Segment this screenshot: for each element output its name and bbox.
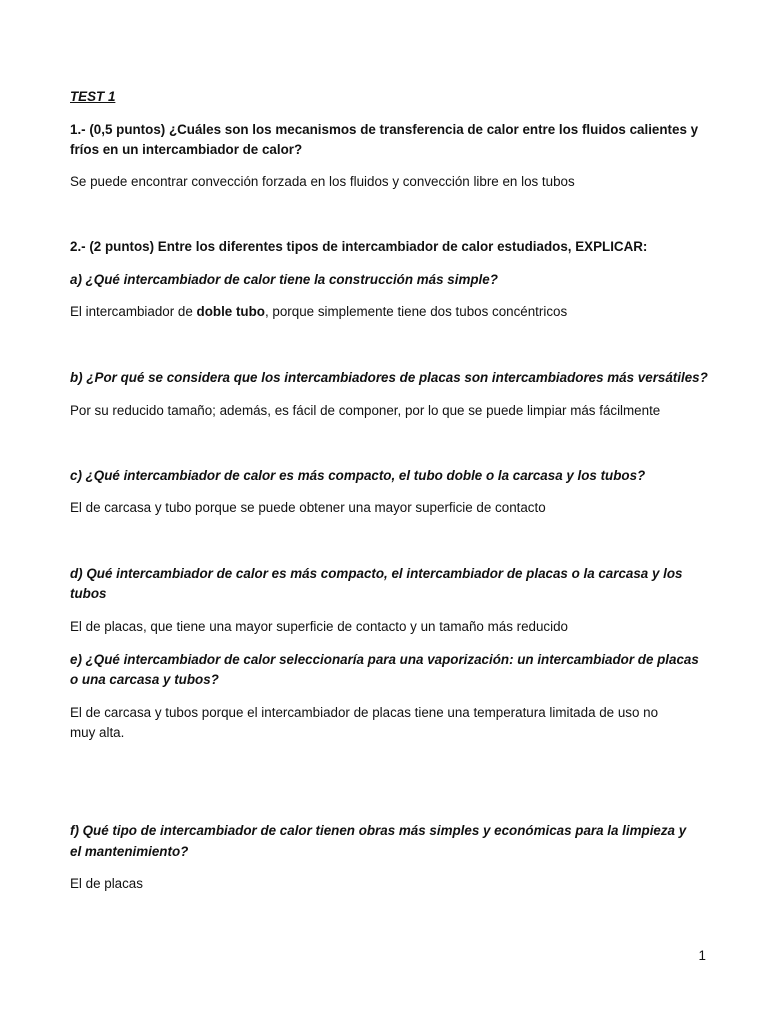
question-2e-answer-line-1: El de carcasa y tubos porque el intercambiador de placas tiene una temperatura limitada de uso no [70,705,659,720]
question-2a-text: a) ¿Qué intercambiador de calor tiene la construcción más simple? [70,272,498,287]
question-2a-answer-emphasis: doble tubo [196,304,265,319]
question-2d-text-line-2: tubos [70,586,107,601]
document-title: TEST 1 [70,89,116,104]
question-2b-text: b) ¿Por qué se considera que los intercambiadores de placas son intercambiadores más versátiles? [70,370,708,385]
question-1-text-line-1: 1.- (0,5 puntos) ¿Cuáles son los mecanismos de transferencia de calor entre los fluidos calientes y [70,122,699,137]
question-2c-answer: El de carcasa y tubo porque se puede obtener una mayor superficie de contacto [70,500,546,515]
question-2d-text-line-1: d) Qué intercambiador de calor es más compacto, el intercambiador de placas o la carcasa y los [70,566,683,581]
question-2e-answer-line-2: muy alta. [70,725,125,740]
question-2a-answer-suffix: , porque simplemente tiene dos tubos concéntricos [264,304,568,319]
question-1-answer: Se puede encontrar convección forzada en los fluidos y convección libre en los tubos [70,174,575,189]
question-2a-answer [70,302,706,322]
question-2a-answer-prefix: El intercambiador de [70,304,197,319]
question-2f-answer: El de placas [70,876,143,891]
question-2f-text-line-2: el mantenimiento? [70,844,189,859]
question-2e-text-line-2: o una carcasa y tubos? [70,672,219,687]
question-2e-text-line-1: e) ¿Qué intercambiador de calor seleccionaría para una vaporización: un intercambiador de placas [70,652,699,667]
page-number: 1 [698,948,706,963]
question-2b-answer: Por su reducido tamaño; además, es fácil de componer, por lo que se puede limpiar más fácilmente [70,403,661,418]
question-2c-text: c) ¿Qué intercambiador de calor es más compacto, el tubo doble o la carcasa y los tubos? [70,468,646,483]
question-2d-answer: El de placas, que tiene una mayor superficie de contacto y un tamaño más reducido [70,619,568,634]
question-1-text-line-2: fríos en un intercambiador de calor? [70,142,303,157]
question-2-heading: 2.- (2 puntos) Entre los diferentes tipos de intercambiador de calor estudiados, EXPLICAR: [70,239,648,254]
question-2f-text-line-1: f) Qué tipo de intercambiador de calor tienen obras más simples y económicas para la limpieza y [70,823,687,838]
